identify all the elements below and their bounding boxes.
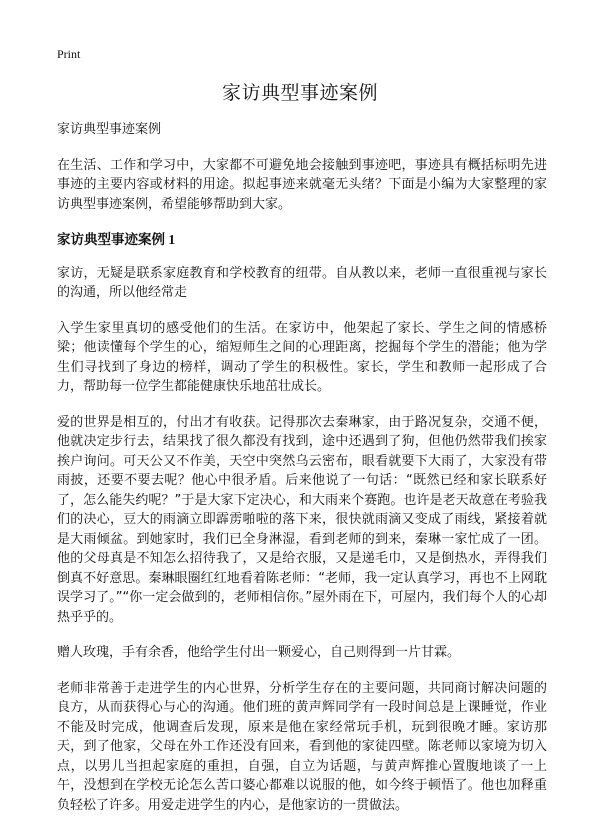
paragraph: 赠人玫瑰，手有余香，他给学生付出一颗爱心，自己则得到一片甘霖。: [57, 645, 461, 660]
paragraph: 老师非常善于走进学生的内心世界，分析学生存在的主要问题，共同商讨解决问题的良方，从而获得心与心的沟通。他们班的黄声辉同学有一段时间总是上课睡觉，作业不能及时完成，他调查后发现，原来是他在家经常玩手机，玩到很晚才睡。家访那天，到了他家，父母在外工作还没有回来，看到他的家徒四壁。陈老师以家境为切入点，以男儿当担起家庭的重担，自强，自立为话题，与黄声辉推心置腹地谈了一上午，没想到在学校无论怎么苦口婆心都难以说服的他，如今终于顿悟了。他也加释重负轻松了许多。用爱走进学生的内心，是他家访的一贯做法。: [57, 680, 547, 813]
document-subtitle: 家访典型事迹案例: [57, 122, 162, 137]
paragraph: 爱的世界是相互的，付出才有收获。记得那次去秦琳家，由于路况复杂，交通不便，他就决定步行去，结果找了很久都没有找到，途中还遇到了狗，但他仍然带我们挨家挨户询问。可天公又不作美，天空中突然乌云密布，眼看就要下大雨了，大家没有带雨披，还要不要去呢？他心中很矛盾。后来他说了一句话：“既然已经和家长联系好了，怎么能失约呢？”于是大家下定决心，和大雨来个赛跑。也许是老天故意在考验我们的决心，豆大的雨滴立即霹雳啪啦的落下来，很快就雨滴又变成了雨线，紧接着就是大雨倾盆。到她家时，我们已全身淋湿，看到老师的到来，秦琳一家忙成了一团。他的父母真是不知怎么招待我了，又是给衣服，又是递毛巾，又是倒热水，弄得我们倒真不好意思。秦琳眼圈红红地看着陈老师：“老师，我一定认真学习，再也不上网耽误学习了。”“你一定会做到的，老师相信你。”屋外雨在下，可屋内，我们每个人的心却热乎乎的。: [57, 414, 547, 625]
article-body: [57, 120, 547, 831]
paragraph: 入学生家里真切的感受他们的生活。在家访中，他架起了家长、学生之间的情感桥梁；他读懂每个学生的心，缩短师生之间的心理距离，挖掘每个学生的潜能；他为学生们寻找到了身边的榜样，调动了学生的积极性。家长，学生和教师一起形成了合力，帮助每一位学生都能健康快乐地茁壮成长。: [57, 320, 547, 394]
page-title: 家访典型事迹案例: [221, 82, 378, 104]
print-link[interactable]: Print: [57, 47, 81, 61]
intro-paragraph: 在生活、工作和学习中，大家都不可避免地会接触到事迹吧，事迹具有概括标明先进事迹的主要内容或材料的用途。拟起事迹来就毫无头绪？下面是小编为大家整理的家访典型事迹案例，希望能够帮助到大家。: [57, 157, 547, 212]
section-heading: 家访典型事迹案例 1: [57, 232, 176, 247]
paragraph: 家访，无疑是联系家庭教育和学校教育的纽带。自从教以来，老师一直很重视与家长的沟通，所以他经常走: [57, 265, 547, 300]
